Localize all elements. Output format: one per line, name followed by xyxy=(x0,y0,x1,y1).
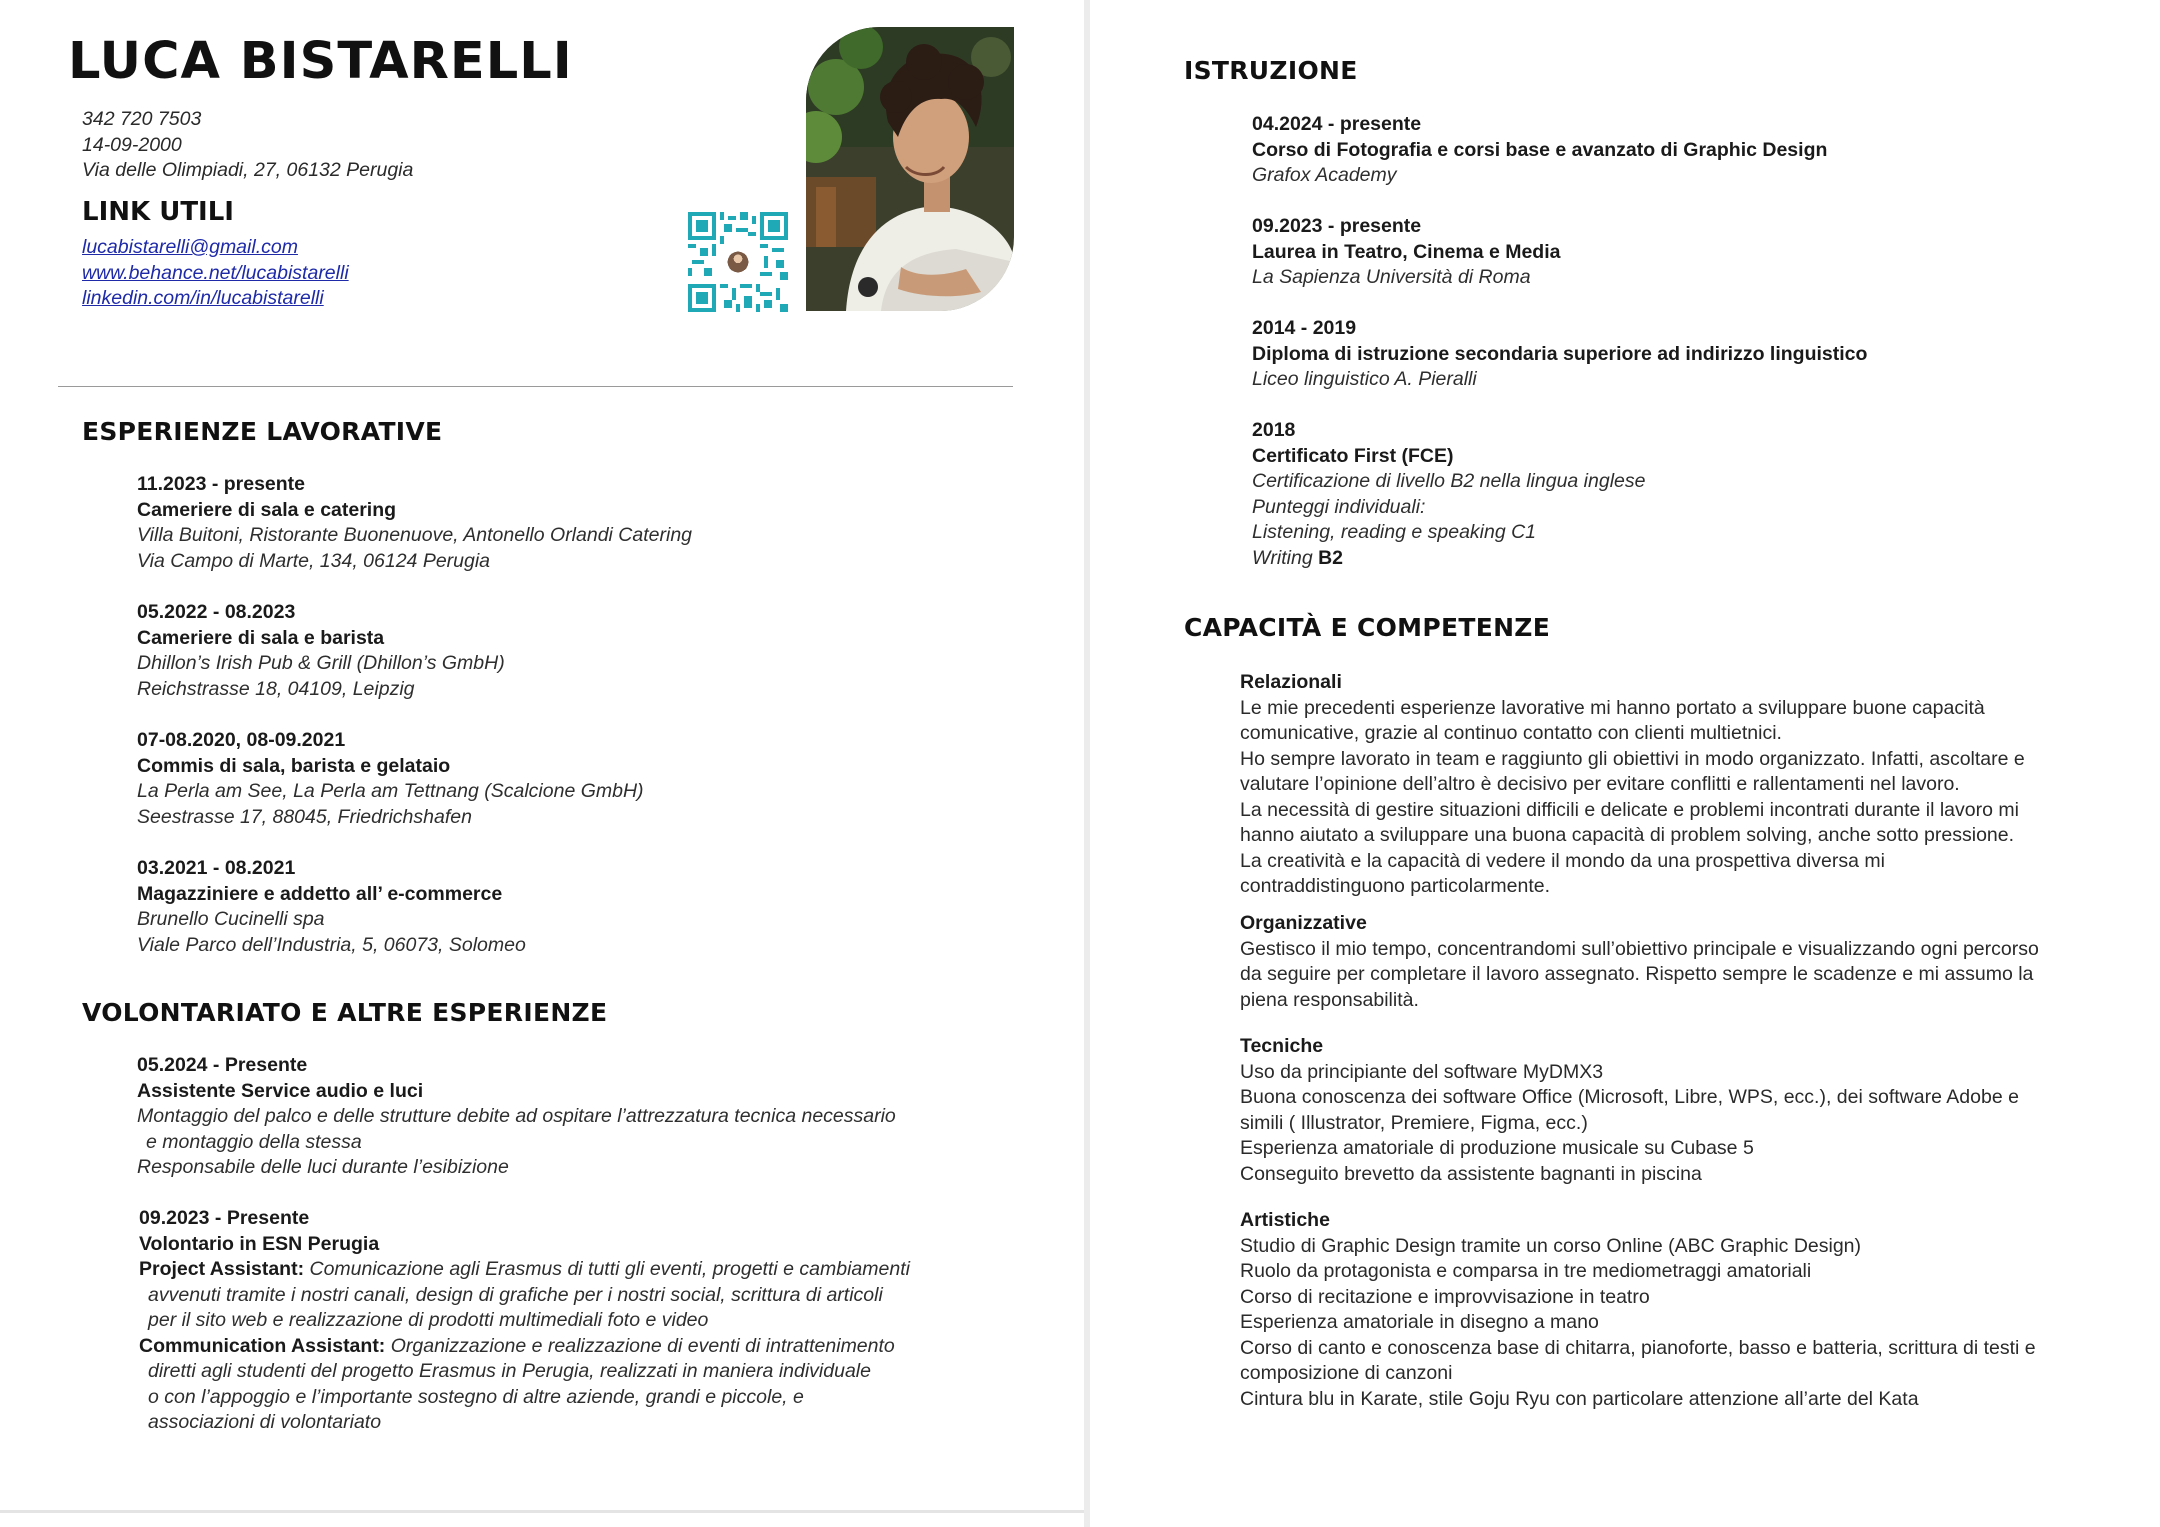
skill-line: La creatività e la capacità di vedere il mondo da una prospettiva diversa mi xyxy=(1240,849,1885,872)
project-assistant-text: avvenuti tramite i nostri canali, design di grafiche per i nostri social, scrittura di articoli xyxy=(148,1283,883,1306)
education-entry xyxy=(1252,112,1827,189)
header-divider xyxy=(58,386,1013,387)
skill-organizational xyxy=(1240,911,2090,1013)
birth-date: 14-09-2000 xyxy=(82,133,182,156)
education-entry xyxy=(1252,214,1560,291)
communication-assistant-text: Organizzazione e realizzazione di eventi di intrattenimento xyxy=(390,1334,895,1357)
skill-title: Relazionali xyxy=(1240,671,1342,693)
linkedin-link[interactable]: linkedin.com/in/lucabistarelli xyxy=(82,287,324,309)
skill-title: Artistiche xyxy=(1240,1209,1330,1231)
entry-date: 04.2024 - presente xyxy=(1252,113,1422,135)
phone-number: 342 720 7503 xyxy=(82,108,202,130)
entry-date: 03.2021 - 08.2021 xyxy=(137,857,296,879)
entry-description: Certificazione di livello B2 nella lingua inglese xyxy=(1252,470,1646,492)
skill-line: hanno aiutato a sviluppare una buona capacità di problem solving, anche sotto pressione. xyxy=(1240,824,2015,846)
entry-role: Cameriere di sala e barista xyxy=(137,626,385,649)
writing-score xyxy=(1252,546,1645,572)
portrait-illustration xyxy=(806,27,1014,311)
entry-employer: Brunello Cucinelli spa xyxy=(137,908,325,930)
skill-line: Corso di recitazione e improvvisazione in teatro xyxy=(1240,1285,1650,1308)
entry-date: 2014 - 2019 xyxy=(1252,317,1357,339)
contact-info xyxy=(82,107,413,184)
communication-assistant-text: o con l’appoggio e l’importante sostegno di altre aziende, grandi e piccole, e xyxy=(148,1385,804,1408)
entry-employer: La Perla am See, La Perla am Tettnang (Scalcione GmbH) xyxy=(137,780,644,802)
education-heading: ISTRUZIONE xyxy=(1184,56,1358,85)
entry-date: 09.2023 - Presente xyxy=(139,1207,310,1229)
entry-title: Corso di Fotografia e corsi base e avanzato di Graphic Design xyxy=(1252,138,1828,161)
entry-description: e montaggio della stessa xyxy=(146,1130,362,1153)
useful-links-heading: LINK UTILI xyxy=(82,197,234,227)
skill-line: piena responsabilità. xyxy=(1240,988,1419,1011)
skill-line: valutare l’opinione dell’altro è decisivo per evitare conflitti e rallentamenti nel lavoro. xyxy=(1240,773,1960,795)
skill-line: comunicative, grazie al continuo contatto con clienti multietnici. xyxy=(1240,722,1782,744)
qr-code[interactable] xyxy=(688,212,788,312)
entry-employer: Dhillon’s Irish Pub & Grill (Dhillon’s GmbH) xyxy=(137,652,505,674)
entry-institution: La Sapienza Università di Roma xyxy=(1252,266,1531,288)
candidate-name: LUCA BISTARELLI xyxy=(68,32,573,91)
work-experience-heading: ESPERIENZE LAVORATIVE xyxy=(82,417,443,446)
email-link[interactable]: lucabistarelli@gmail.com xyxy=(82,236,298,258)
volunteering-heading: VOLONTARIATO E ALTRE ESPERIENZE xyxy=(82,998,608,1027)
skill-line: Conseguito brevetto da assistente bagnanti in piscina xyxy=(1240,1162,1702,1185)
project-assistant-text: Comunicazione agli Erasmus di tutti gli eventi, progetti e cambiamenti xyxy=(309,1258,910,1280)
work-entry xyxy=(137,728,644,830)
work-entry xyxy=(137,472,692,574)
entry-employer: Villa Buitoni, Ristorante Buonenuove, Antonello Orlandi Catering xyxy=(137,524,693,546)
skill-line: Corso di canto e conoscenza base di chitarra, pianoforte, basso e batteria, scrittura di testi e xyxy=(1240,1336,2036,1359)
entry-role: Assistente Service audio e luci xyxy=(137,1079,424,1102)
skill-technical xyxy=(1240,1034,2090,1187)
entry-description: Punteggi individuali: xyxy=(1252,495,1426,518)
skill-line: composizione di canzoni xyxy=(1240,1362,1453,1384)
education-entry xyxy=(1252,316,1867,393)
skill-line: Ruolo da protagonista e comparsa in tre mediometraggi amatoriali xyxy=(1240,1260,1812,1282)
skill-line: Ho sempre lavorato in team e raggiunto gli obiettivi in modo organizzato. Infatti, ascoltare e xyxy=(1240,747,2025,770)
behance-link[interactable]: www.behance.net/lucabistarelli xyxy=(82,261,349,284)
skills-heading: CAPACITÀ E COMPETENZE xyxy=(1184,613,1551,642)
skill-title: Tecniche xyxy=(1240,1035,1324,1057)
work-entry xyxy=(137,600,505,702)
entry-institution: Grafox Academy xyxy=(1252,164,1397,186)
entry-date: 09.2023 - presente xyxy=(1252,215,1422,237)
volunteer-entry xyxy=(137,1053,896,1181)
skill-relational xyxy=(1240,670,2090,900)
entry-role: Volontario in ESN Perugia xyxy=(139,1232,380,1255)
communication-assistant-text: associazioni di volontariato xyxy=(148,1411,382,1433)
skill-line: Le mie precedenti esperienze lavorative mi hanno portato a sviluppare buone capacità xyxy=(1240,696,1985,719)
entry-date: 2018 xyxy=(1252,419,1296,441)
entry-title: Certificato First (FCE) xyxy=(1252,444,1454,467)
entry-description: Listening, reading e speaking C1 xyxy=(1252,521,1537,543)
skill-line: Uso da principiante del software MyDMX3 xyxy=(1240,1060,1604,1083)
entry-address: Reichstrasse 18, 04109, Leipzig xyxy=(137,677,415,700)
skill-line: da seguire per completare il lavoro assegnato. Rispetto sempre le scadenze e mi assumo la xyxy=(1240,963,2034,985)
entry-date: 05.2022 - 08.2023 xyxy=(137,601,296,623)
entry-role: Cameriere di sala e catering xyxy=(137,498,397,521)
entry-institution: Liceo linguistico A. Pieralli xyxy=(1252,368,1477,390)
skill-line: Buona conoscenza dei software Office (Microsoft, Libre, WPS, ecc.), dei software Adobe e xyxy=(1240,1086,2019,1108)
writing-label: Writing xyxy=(1252,546,1313,569)
volunteer-entry xyxy=(139,1206,910,1436)
writing-grade: B2 xyxy=(1318,546,1344,569)
profile-photo xyxy=(806,27,1014,311)
entry-date: 11.2023 - presente xyxy=(137,473,306,495)
skill-line: simili ( Illustrator, Premiere, Figma, ecc.) xyxy=(1240,1111,1588,1134)
skill-line: Gestisco il mio tempo, concentrandomi sull’obiettivo principale e visualizzando ogni percorso xyxy=(1240,937,2039,960)
entry-address: Seestrasse 17, 88045, Friedrichshafen xyxy=(137,805,472,828)
communication-assistant-text: diretti agli studenti del progetto Erasmus in Perugia, realizzati in maniera individuale xyxy=(148,1360,871,1382)
entry-date: 07-08.2020, 08-09.2021 xyxy=(137,729,346,751)
entry-address: Via Campo di Marte, 134, 06124 Perugia xyxy=(137,549,491,572)
entry-title: Diploma di istruzione secondaria superiore ad indirizzo linguistico xyxy=(1252,342,1868,365)
entry-address: Viale Parco dell’Industria, 5, 06073, Solomeo xyxy=(137,933,526,956)
skill-line: La necessità di gestire situazioni difficili e delicate e problemi incontrati durante il lavoro mi xyxy=(1240,798,2019,821)
communication-assistant-line xyxy=(139,1334,910,1360)
project-assistant-text: per il sito web e realizzazione di prodotti multimediali foto e video xyxy=(148,1309,709,1331)
project-assistant-line xyxy=(139,1257,910,1283)
home-address: Via delle Olimpiadi, 27, 06132 Perugia xyxy=(82,159,414,181)
skill-title: Organizzative xyxy=(1240,912,1367,934)
skill-line: contraddistinguono particolarmente. xyxy=(1240,875,1551,897)
entry-description: Responsabile delle luci durante l’esibizione xyxy=(137,1156,509,1178)
entry-date: 05.2024 - Presente xyxy=(137,1054,308,1076)
skill-line: Esperienza amatoriale in disegno a mano xyxy=(1240,1311,1599,1333)
skill-artistic xyxy=(1240,1208,2090,1412)
entry-role: Commis di sala, barista e gelataio xyxy=(137,754,451,777)
work-entry xyxy=(137,856,526,958)
education-entry xyxy=(1252,418,1645,571)
useful-links xyxy=(82,235,349,312)
project-assistant-label: Project Assistant: xyxy=(139,1258,305,1280)
entry-description: Montaggio del palco e delle strutture debite ad ospitare l’attrezzatura tecnica necessario xyxy=(137,1105,896,1127)
page-bottom-edge xyxy=(0,1510,1084,1513)
entry-role: Magazziniere e addetto all’ e-commerce xyxy=(137,882,503,905)
communication-assistant-label: Communication Assistant: xyxy=(139,1334,386,1357)
skill-line: Studio di Graphic Design tramite un corso Online (ABC Graphic Design) xyxy=(1240,1234,1862,1257)
skill-line: Cintura blu in Karate, stile Goju Ryu con particolare attenzione all’arte del Kata xyxy=(1240,1387,1919,1410)
entry-title: Laurea in Teatro, Cinema e Media xyxy=(1252,240,1561,263)
skill-line: Esperienza amatoriale di produzione musicale su Cubase 5 xyxy=(1240,1137,1754,1159)
